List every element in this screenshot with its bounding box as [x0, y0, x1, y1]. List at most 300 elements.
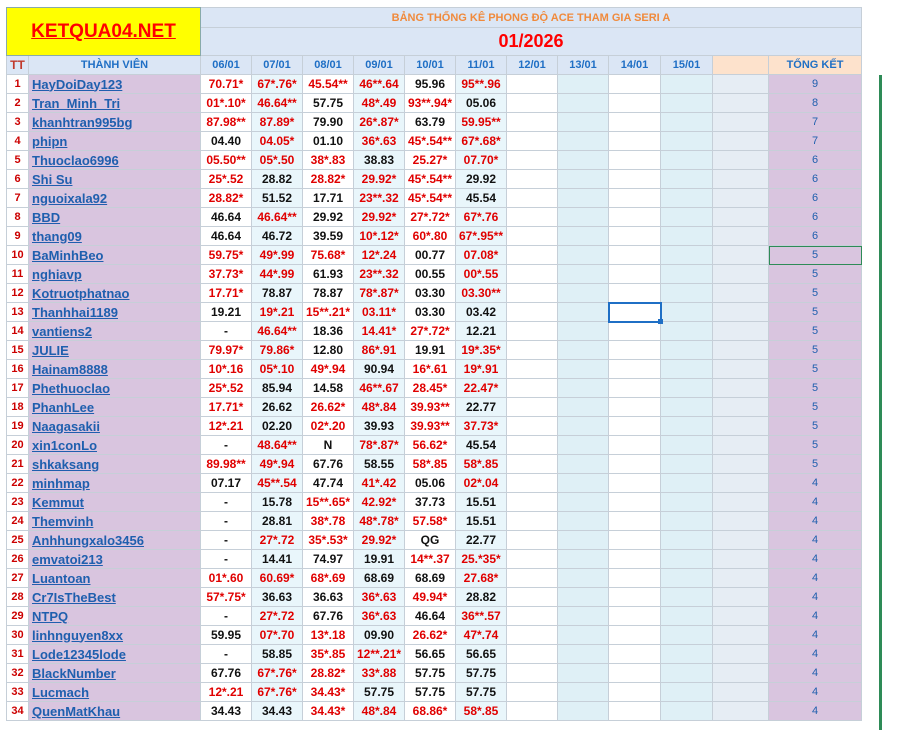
- result-cell[interactable]: 37.73: [405, 493, 456, 512]
- empty-cell[interactable]: [661, 151, 713, 170]
- result-cell[interactable]: 39.93**: [405, 398, 456, 417]
- result-cell[interactable]: 56.62*: [405, 436, 456, 455]
- result-cell[interactable]: 14.41*: [354, 322, 405, 341]
- result-cell[interactable]: 29.92*: [354, 531, 405, 550]
- empty-cell[interactable]: [507, 75, 558, 94]
- result-cell[interactable]: 46**.67: [354, 379, 405, 398]
- result-cell[interactable]: 45**.54: [252, 474, 303, 493]
- result-cell[interactable]: 46.72: [252, 227, 303, 246]
- empty-cell[interactable]: [661, 360, 713, 379]
- empty-cell[interactable]: [558, 113, 609, 132]
- result-cell[interactable]: 12*.24: [354, 246, 405, 265]
- empty-cell[interactable]: [507, 550, 558, 569]
- empty-cell[interactable]: [558, 607, 609, 626]
- result-cell[interactable]: 36.63: [252, 588, 303, 607]
- result-cell[interactable]: 07.08*: [456, 246, 507, 265]
- total-cell[interactable]: 4: [769, 664, 862, 683]
- result-cell[interactable]: -: [201, 607, 252, 626]
- result-cell[interactable]: 58*.85: [456, 455, 507, 474]
- total-cell[interactable]: 5: [769, 417, 862, 436]
- member-name-link[interactable]: phipn: [29, 132, 201, 151]
- empty-cell[interactable]: [609, 284, 661, 303]
- result-cell[interactable]: 57.75: [456, 664, 507, 683]
- empty-cell[interactable]: [558, 683, 609, 702]
- result-cell[interactable]: 17.71*: [201, 284, 252, 303]
- result-cell[interactable]: 03.30**: [456, 284, 507, 303]
- result-cell[interactable]: 47.74: [303, 474, 354, 493]
- total-cell[interactable]: 4: [769, 645, 862, 664]
- result-cell[interactable]: 67*.95**: [456, 227, 507, 246]
- empty-cell[interactable]: [609, 170, 661, 189]
- empty-cell[interactable]: [661, 531, 713, 550]
- result-cell[interactable]: 60.69*: [252, 569, 303, 588]
- empty-cell[interactable]: [558, 170, 609, 189]
- result-cell[interactable]: 49*.99: [252, 246, 303, 265]
- empty-cell[interactable]: [609, 683, 661, 702]
- member-name-link[interactable]: Kemmut: [29, 493, 201, 512]
- empty-cell[interactable]: [609, 626, 661, 645]
- empty-cell[interactable]: [558, 379, 609, 398]
- result-cell[interactable]: 19.21: [201, 303, 252, 322]
- result-cell[interactable]: 29.92: [456, 170, 507, 189]
- member-name-link[interactable]: Lucmach: [29, 683, 201, 702]
- empty-cell[interactable]: [609, 493, 661, 512]
- empty-cell[interactable]: [507, 531, 558, 550]
- result-cell[interactable]: 35*.85: [303, 645, 354, 664]
- total-cell[interactable]: 5: [769, 398, 862, 417]
- result-cell[interactable]: 25*.52: [201, 170, 252, 189]
- empty-cell[interactable]: [558, 265, 609, 284]
- result-cell[interactable]: 78*.87*: [354, 284, 405, 303]
- empty-cell[interactable]: [609, 379, 661, 398]
- empty-cell[interactable]: [558, 341, 609, 360]
- result-cell[interactable]: QG: [405, 531, 456, 550]
- result-cell[interactable]: 25.*35*: [456, 550, 507, 569]
- result-cell[interactable]: 57.58*: [405, 512, 456, 531]
- empty-cell[interactable]: [507, 132, 558, 151]
- total-cell[interactable]: 4: [769, 588, 862, 607]
- result-cell[interactable]: -: [201, 550, 252, 569]
- empty-cell[interactable]: [558, 360, 609, 379]
- result-cell[interactable]: 61.93: [303, 265, 354, 284]
- result-cell[interactable]: 03.30: [405, 303, 456, 322]
- empty-cell[interactable]: [507, 227, 558, 246]
- empty-cell[interactable]: [661, 702, 713, 721]
- result-cell[interactable]: 02*.20: [303, 417, 354, 436]
- result-cell[interactable]: 58*.85: [405, 455, 456, 474]
- site-logo[interactable]: KETQUA04.NET: [7, 8, 201, 56]
- member-name-link[interactable]: Phethuoclao: [29, 379, 201, 398]
- member-name-link[interactable]: JULIE: [29, 341, 201, 360]
- total-cell[interactable]: 6: [769, 208, 862, 227]
- result-cell[interactable]: 45.54: [456, 189, 507, 208]
- result-cell[interactable]: 59.75*: [201, 246, 252, 265]
- empty-cell[interactable]: [609, 702, 661, 721]
- empty-cell[interactable]: [661, 341, 713, 360]
- fill-handle[interactable]: [658, 319, 663, 324]
- result-cell[interactable]: 34.43: [252, 702, 303, 721]
- empty-cell[interactable]: [661, 645, 713, 664]
- member-name-link[interactable]: QuenMatKhau: [29, 702, 201, 721]
- result-cell[interactable]: 18.36: [303, 322, 354, 341]
- result-cell[interactable]: 57*.75*: [201, 588, 252, 607]
- member-name-link[interactable]: PhanhLee: [29, 398, 201, 417]
- empty-cell[interactable]: [558, 398, 609, 417]
- result-cell[interactable]: 27.68*: [456, 569, 507, 588]
- result-cell[interactable]: 48*.84: [354, 702, 405, 721]
- empty-cell[interactable]: [661, 398, 713, 417]
- empty-cell[interactable]: [661, 284, 713, 303]
- total-cell[interactable]: 6: [769, 227, 862, 246]
- result-cell[interactable]: 68*.69: [303, 569, 354, 588]
- empty-cell[interactable]: [609, 75, 661, 94]
- result-cell[interactable]: 79.90: [303, 113, 354, 132]
- result-cell[interactable]: 15**.65*: [303, 493, 354, 512]
- result-cell[interactable]: 26.62: [252, 398, 303, 417]
- result-cell[interactable]: 13*.18: [303, 626, 354, 645]
- result-cell[interactable]: 28.82: [252, 170, 303, 189]
- empty-cell[interactable]: [661, 189, 713, 208]
- result-cell[interactable]: 46.64**: [252, 94, 303, 113]
- result-cell[interactable]: 46.64**: [252, 208, 303, 227]
- empty-cell[interactable]: [661, 379, 713, 398]
- total-cell[interactable]: 6: [769, 170, 862, 189]
- empty-cell[interactable]: [661, 455, 713, 474]
- empty-cell[interactable]: [609, 265, 661, 284]
- result-cell[interactable]: 49.94*: [405, 588, 456, 607]
- result-cell[interactable]: 17.71*: [201, 398, 252, 417]
- result-cell[interactable]: 28.82*: [303, 664, 354, 683]
- result-cell[interactable]: 39.93: [354, 417, 405, 436]
- empty-cell[interactable]: [558, 94, 609, 113]
- empty-cell[interactable]: [558, 569, 609, 588]
- empty-cell[interactable]: [558, 246, 609, 265]
- empty-cell[interactable]: [609, 531, 661, 550]
- result-cell[interactable]: 39.93**: [405, 417, 456, 436]
- result-cell[interactable]: 42.92*: [354, 493, 405, 512]
- empty-cell[interactable]: [558, 227, 609, 246]
- result-cell[interactable]: 57.75: [405, 683, 456, 702]
- result-cell[interactable]: 70.71*: [201, 75, 252, 94]
- result-cell[interactable]: 02*.04: [456, 474, 507, 493]
- member-name-link[interactable]: shkaksang: [29, 455, 201, 474]
- empty-cell[interactable]: [558, 531, 609, 550]
- result-cell[interactable]: 51.52: [252, 189, 303, 208]
- result-cell[interactable]: 38*.83: [303, 151, 354, 170]
- total-cell[interactable]: 5: [769, 455, 862, 474]
- result-cell[interactable]: 00.77: [405, 246, 456, 265]
- empty-cell[interactable]: [558, 303, 609, 322]
- result-cell[interactable]: 67*.76*: [252, 664, 303, 683]
- empty-cell[interactable]: [558, 132, 609, 151]
- result-cell[interactable]: 45*.54**: [405, 132, 456, 151]
- result-cell[interactable]: 46.64: [405, 607, 456, 626]
- result-cell[interactable]: 67*.68*: [456, 132, 507, 151]
- empty-cell[interactable]: [507, 626, 558, 645]
- result-cell[interactable]: 04.40: [201, 132, 252, 151]
- result-cell[interactable]: 46.64**: [252, 322, 303, 341]
- result-cell[interactable]: 56.65: [456, 645, 507, 664]
- total-cell[interactable]: 5: [769, 379, 862, 398]
- result-cell[interactable]: 90.94: [354, 360, 405, 379]
- empty-cell[interactable]: [507, 265, 558, 284]
- result-cell[interactable]: 75.68*: [303, 246, 354, 265]
- result-cell[interactable]: 12.21: [456, 322, 507, 341]
- member-name-link[interactable]: Thanhhai1189: [29, 303, 201, 322]
- result-cell[interactable]: 12*.21: [201, 417, 252, 436]
- total-cell[interactable]: 4: [769, 550, 862, 569]
- member-name-link[interactable]: emvatoi213: [29, 550, 201, 569]
- empty-cell[interactable]: [609, 417, 661, 436]
- empty-cell[interactable]: [507, 379, 558, 398]
- total-cell[interactable]: 5: [769, 265, 862, 284]
- result-cell[interactable]: 44*.99: [252, 265, 303, 284]
- empty-cell[interactable]: [661, 94, 713, 113]
- empty-cell[interactable]: [507, 588, 558, 607]
- result-cell[interactable]: 05.50**: [201, 151, 252, 170]
- empty-cell[interactable]: [507, 303, 558, 322]
- empty-cell[interactable]: [507, 246, 558, 265]
- member-name-link[interactable]: linhnguyen8xx: [29, 626, 201, 645]
- empty-cell[interactable]: [661, 664, 713, 683]
- empty-cell[interactable]: [507, 683, 558, 702]
- member-name-link[interactable]: vantiens2: [29, 322, 201, 341]
- total-cell[interactable]: 9: [769, 75, 862, 94]
- empty-cell[interactable]: [507, 94, 558, 113]
- result-cell[interactable]: 15**.21*: [303, 303, 354, 322]
- result-cell[interactable]: -: [201, 436, 252, 455]
- member-name-link[interactable]: HayDoiDay123: [29, 75, 201, 94]
- result-cell[interactable]: 49*.94: [303, 360, 354, 379]
- empty-cell[interactable]: [558, 189, 609, 208]
- empty-cell[interactable]: [507, 455, 558, 474]
- member-name-link[interactable]: Shi Su: [29, 170, 201, 189]
- result-cell[interactable]: 07*.70: [252, 626, 303, 645]
- result-cell[interactable]: 68.86*: [405, 702, 456, 721]
- result-cell[interactable]: 16*.61: [405, 360, 456, 379]
- member-name-link[interactable]: nghiavp: [29, 265, 201, 284]
- empty-cell[interactable]: [558, 284, 609, 303]
- empty-cell[interactable]: [661, 265, 713, 284]
- result-cell[interactable]: 09.90: [354, 626, 405, 645]
- empty-cell[interactable]: [507, 341, 558, 360]
- empty-cell[interactable]: [661, 208, 713, 227]
- member-name-link[interactable]: Themvinh: [29, 512, 201, 531]
- member-name-link[interactable]: minhmap: [29, 474, 201, 493]
- result-cell[interactable]: 57.75: [405, 664, 456, 683]
- total-cell[interactable]: 4: [769, 512, 862, 531]
- empty-cell[interactable]: [661, 132, 713, 151]
- empty-cell[interactable]: [609, 113, 661, 132]
- result-cell[interactable]: 29.92: [303, 208, 354, 227]
- empty-cell[interactable]: [609, 436, 661, 455]
- empty-cell[interactable]: [507, 569, 558, 588]
- result-cell[interactable]: 12.80: [303, 341, 354, 360]
- result-cell[interactable]: 56.65: [405, 645, 456, 664]
- empty-cell[interactable]: [661, 569, 713, 588]
- result-cell[interactable]: 95**.96: [456, 75, 507, 94]
- result-cell[interactable]: 48*.78*: [354, 512, 405, 531]
- empty-cell[interactable]: [507, 417, 558, 436]
- result-cell[interactable]: 67*.76*: [252, 683, 303, 702]
- empty-cell[interactable]: [609, 246, 661, 265]
- empty-cell[interactable]: [558, 436, 609, 455]
- result-cell[interactable]: 34.43: [201, 702, 252, 721]
- total-cell[interactable]: 5: [769, 341, 862, 360]
- result-cell[interactable]: 02.20: [252, 417, 303, 436]
- empty-cell[interactable]: [609, 208, 661, 227]
- total-cell[interactable]: 4: [769, 569, 862, 588]
- result-cell[interactable]: 57.75: [303, 94, 354, 113]
- result-cell[interactable]: 19.91: [354, 550, 405, 569]
- empty-cell[interactable]: [609, 588, 661, 607]
- result-cell[interactable]: 49*.94: [252, 455, 303, 474]
- member-name-link[interactable]: thang09: [29, 227, 201, 246]
- empty-cell[interactable]: [507, 284, 558, 303]
- result-cell[interactable]: 03.11*: [354, 303, 405, 322]
- result-cell[interactable]: 58.55: [354, 455, 405, 474]
- result-cell[interactable]: 03.42: [456, 303, 507, 322]
- result-cell[interactable]: 74.97: [303, 550, 354, 569]
- result-cell[interactable]: 67.76: [201, 664, 252, 683]
- result-cell[interactable]: 23**.32: [354, 189, 405, 208]
- empty-cell[interactable]: [507, 607, 558, 626]
- empty-cell[interactable]: [558, 455, 609, 474]
- result-cell[interactable]: 37.73*: [456, 417, 507, 436]
- empty-cell[interactable]: [507, 208, 558, 227]
- empty-cell[interactable]: [609, 303, 661, 322]
- result-cell[interactable]: 22.77: [456, 531, 507, 550]
- total-cell[interactable]: 5: [769, 303, 862, 322]
- empty-cell[interactable]: [609, 569, 661, 588]
- result-cell[interactable]: 05.06: [456, 94, 507, 113]
- result-cell[interactable]: 45*.54**: [405, 170, 456, 189]
- result-cell[interactable]: 45.54: [456, 436, 507, 455]
- member-name-link[interactable]: Cr7IsTheBest: [29, 588, 201, 607]
- member-name-link[interactable]: Hainam8888: [29, 360, 201, 379]
- result-cell[interactable]: 95.96: [405, 75, 456, 94]
- result-cell[interactable]: 67*.76*: [252, 75, 303, 94]
- empty-cell[interactable]: [661, 550, 713, 569]
- result-cell[interactable]: 36*.63: [354, 607, 405, 626]
- total-cell[interactable]: 4: [769, 683, 862, 702]
- empty-cell[interactable]: [661, 436, 713, 455]
- result-cell[interactable]: 38.83: [354, 151, 405, 170]
- result-cell[interactable]: 34.43*: [303, 702, 354, 721]
- empty-cell[interactable]: [507, 170, 558, 189]
- empty-cell[interactable]: [661, 303, 713, 322]
- result-cell[interactable]: 19*.21: [252, 303, 303, 322]
- result-cell[interactable]: 00.55: [405, 265, 456, 284]
- result-cell[interactable]: 68.69: [354, 569, 405, 588]
- empty-cell[interactable]: [558, 474, 609, 493]
- member-name-link[interactable]: Naagasakii: [29, 417, 201, 436]
- result-cell[interactable]: 48*.49: [354, 94, 405, 113]
- result-cell[interactable]: 26.62*: [303, 398, 354, 417]
- result-cell[interactable]: 14**.37: [405, 550, 456, 569]
- empty-cell[interactable]: [558, 645, 609, 664]
- empty-cell[interactable]: [609, 132, 661, 151]
- empty-cell[interactable]: [609, 322, 661, 341]
- result-cell[interactable]: 19*.91: [456, 360, 507, 379]
- member-name-link[interactable]: BBD: [29, 208, 201, 227]
- result-cell[interactable]: 68.69: [405, 569, 456, 588]
- empty-cell[interactable]: [507, 474, 558, 493]
- result-cell[interactable]: 10*.12*: [354, 227, 405, 246]
- result-cell[interactable]: 63.79: [405, 113, 456, 132]
- total-cell[interactable]: 4: [769, 607, 862, 626]
- total-cell[interactable]: 7: [769, 132, 862, 151]
- empty-cell[interactable]: [609, 189, 661, 208]
- result-cell[interactable]: 27*.72: [252, 607, 303, 626]
- empty-cell[interactable]: [661, 626, 713, 645]
- result-cell[interactable]: 36*.63: [354, 588, 405, 607]
- empty-cell[interactable]: [661, 493, 713, 512]
- result-cell[interactable]: 46.64: [201, 227, 252, 246]
- result-cell[interactable]: 78.87: [252, 284, 303, 303]
- empty-cell[interactable]: [661, 322, 713, 341]
- result-cell[interactable]: 59.95**: [456, 113, 507, 132]
- result-cell[interactable]: 00*.55: [456, 265, 507, 284]
- member-name-link[interactable]: BlackNumber: [29, 664, 201, 683]
- result-cell[interactable]: 34.43*: [303, 683, 354, 702]
- result-cell[interactable]: -: [201, 531, 252, 550]
- result-cell[interactable]: 38*.78: [303, 512, 354, 531]
- empty-cell[interactable]: [507, 189, 558, 208]
- result-cell[interactable]: 36**.57: [456, 607, 507, 626]
- empty-cell[interactable]: [661, 683, 713, 702]
- empty-cell[interactable]: [558, 417, 609, 436]
- empty-cell[interactable]: [609, 664, 661, 683]
- total-cell[interactable]: 5: [769, 322, 862, 341]
- result-cell[interactable]: 27*.72: [252, 531, 303, 550]
- empty-cell[interactable]: [507, 493, 558, 512]
- result-cell[interactable]: 89.98**: [201, 455, 252, 474]
- result-cell[interactable]: 87.89*: [252, 113, 303, 132]
- member-name-link[interactable]: NTPQ: [29, 607, 201, 626]
- empty-cell[interactable]: [609, 512, 661, 531]
- result-cell[interactable]: 12*.21: [201, 683, 252, 702]
- empty-cell[interactable]: [609, 398, 661, 417]
- member-name-link[interactable]: BaMinhBeo: [29, 246, 201, 265]
- result-cell[interactable]: 05*.10: [252, 360, 303, 379]
- result-cell[interactable]: 78*.87*: [354, 436, 405, 455]
- empty-cell[interactable]: [507, 702, 558, 721]
- result-cell[interactable]: 27*.72*: [405, 208, 456, 227]
- empty-cell[interactable]: [609, 151, 661, 170]
- empty-cell[interactable]: [558, 664, 609, 683]
- result-cell[interactable]: 35*.53*: [303, 531, 354, 550]
- result-cell[interactable]: 07.70*: [456, 151, 507, 170]
- result-cell[interactable]: 04.05*: [252, 132, 303, 151]
- member-name-link[interactable]: Kotruotphatnao: [29, 284, 201, 303]
- empty-cell[interactable]: [609, 474, 661, 493]
- result-cell[interactable]: 59.95: [201, 626, 252, 645]
- member-name-link[interactable]: xin1conLo: [29, 436, 201, 455]
- empty-cell[interactable]: [661, 607, 713, 626]
- member-name-link[interactable]: khanhtran995bg: [29, 113, 201, 132]
- result-cell[interactable]: 28.81: [252, 512, 303, 531]
- result-cell[interactable]: 58.85: [252, 645, 303, 664]
- result-cell[interactable]: 03.30: [405, 284, 456, 303]
- empty-cell[interactable]: [558, 151, 609, 170]
- result-cell[interactable]: 28.82: [456, 588, 507, 607]
- empty-cell[interactable]: [507, 360, 558, 379]
- empty-cell[interactable]: [661, 227, 713, 246]
- member-name-link[interactable]: Anhhungxalo3456: [29, 531, 201, 550]
- empty-cell[interactable]: [507, 398, 558, 417]
- empty-cell[interactable]: [507, 113, 558, 132]
